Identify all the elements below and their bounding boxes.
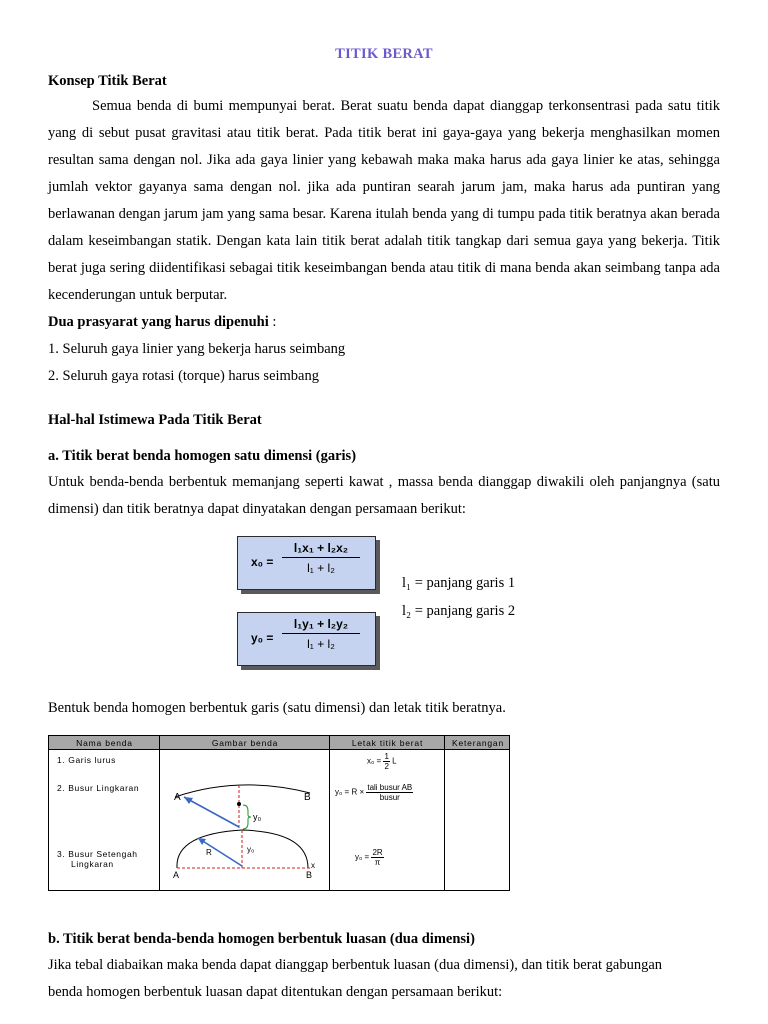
- formula-busur-setengah: y₀ = $\frac{2R}{\pi}$: [355, 848, 383, 867]
- formula-fraction: [282, 617, 360, 651]
- body-paragraph-a: Untuk benda-benda berbentuk memanjang seperti kawat , massa benda dianggap diwakili oleh panjangnya (satu dimensi) dan titik beratnya dapat dinyatakan dengan persamaan berikut:: [48, 474, 720, 517]
- formula-lhs: y₀ =: [251, 631, 274, 645]
- label-b: B: [304, 792, 311, 803]
- row-name-garis-lurus: 1. Garis lurus: [57, 755, 116, 765]
- formula-lhs: x₀ =: [251, 555, 274, 569]
- subsection-heading-b: b. Titik berat benda-benda homogen berbentuk luasan (dua dimensi): [48, 931, 475, 947]
- page-title: TITIK BERAT: [335, 46, 433, 62]
- table-caption: Bentuk benda homogen berbentuk garis (satu dimensi) dan letak titik beratnya.: [48, 700, 506, 716]
- centroid-dot: [237, 802, 241, 806]
- table-header-cell: Gambar benda: [211, 738, 279, 748]
- formula-numerator: l₁y₁ + l₂y₂: [282, 617, 360, 634]
- table-divider: [329, 736, 330, 890]
- formula-numerator: l₁x₁ + l₂x₂: [282, 541, 360, 558]
- formula-denominator: l₁ + l₂: [307, 561, 335, 575]
- prereq-item: 2. Seluruh gaya rotasi (torque) harus seimbang: [48, 368, 319, 384]
- label-a: A: [174, 792, 181, 803]
- body-line-b2: benda homogen berbentuk luasan dapat ditentukan dengan persamaan berikut:: [48, 984, 503, 1000]
- legend-l2: l₂ = panjang garis 2: [402, 603, 516, 619]
- centroid-table: [48, 735, 510, 891]
- table-header-row: [49, 736, 509, 750]
- label-b: B: [306, 870, 313, 880]
- table-header-cell: Letak titik berat: [351, 738, 424, 748]
- prereq-heading: Dua prasyarat yang harus dipenuhi :: [48, 314, 277, 330]
- radius-arrow: [198, 838, 242, 866]
- formula-box-x0: [237, 536, 376, 590]
- label-y0: y₀: [247, 845, 255, 854]
- label-y0: y₀: [253, 812, 262, 822]
- brace: [243, 805, 251, 829]
- table-header-cell: Keterangan: [452, 738, 504, 748]
- row-name-busur-lingkaran: 2. Busur Lingkaran: [57, 783, 140, 793]
- section-heading-istimewa: Hal-hal Istimewa Pada Titik Berat: [48, 412, 262, 428]
- arc-busur-lingkaran: [175, 785, 310, 797]
- formula-busur-lingkaran: y₀ = R × tali busur AB busur: [335, 783, 413, 802]
- radius-arrow: [184, 797, 239, 827]
- formula-denominator: l₁ + l₂: [307, 637, 335, 651]
- formula-fraction: [282, 541, 360, 575]
- section-heading-konsep: Konsep Titik Berat: [48, 73, 167, 89]
- body-paragraph-konsep: Semua benda di bumi mempunyai berat. Berat suatu benda dapat dianggap terkonsentrasi pada satu titik yang di sebut pusat gravitasi atau titik berat. Pada titik berat ini gaya-gaya yang bekerja menghasilkan momen resultan sama dengan nol. Jika ada gaya linier yang kebawah maka maka harus ada gaya linier ke atas, sehingga jumlah vektor gayanya sama dengan nol. jika ada puntiran searah jarum jam, maka harus ada puntiran yang berlawanan dengan jarum jam yang sama besar. Karena itulah benda yang di tumpu pada titik beratnya akan berada dalam keseimbangan statik. Dengan kata lain titik berat adalah titik tangkap dari semua gaya yang bekerja. Titik berat juga sering diidentifikasi sebagai titik keseimbangan benda atau titik di mana benda akan seimbang tanpa ada kecenderungan untuk berputar.: [48, 98, 720, 303]
- prereq-item: 1. Seluruh gaya linier yang bekerja harus seimbang: [48, 341, 346, 357]
- legend-l1: l₁ = panjang garis 1: [402, 575, 516, 591]
- table-divider: [444, 736, 445, 890]
- formula-garis-lurus: x₀ = $\frac{1}{2}$ L: [367, 752, 397, 771]
- diagram-svg: [160, 751, 329, 891]
- body-line-b1: Jika tebal diabaikan maka benda dapat dianggap berbentuk luasan (dua dimensi), dan titik berat gabungan: [48, 957, 663, 973]
- label-x: x: [311, 861, 315, 870]
- label-r: R: [206, 848, 212, 857]
- label-a: A: [173, 870, 180, 880]
- subsection-heading-a: a. Titik berat benda homogen satu dimensi (garis): [48, 448, 357, 464]
- formula-box-y0: [237, 612, 376, 666]
- table-header-cell: Nama benda: [76, 738, 133, 748]
- row-name-busur-setengah-line2: Lingkaran: [71, 859, 114, 869]
- row-name-busur-setengah: 3. Busur Setengah: [57, 849, 138, 859]
